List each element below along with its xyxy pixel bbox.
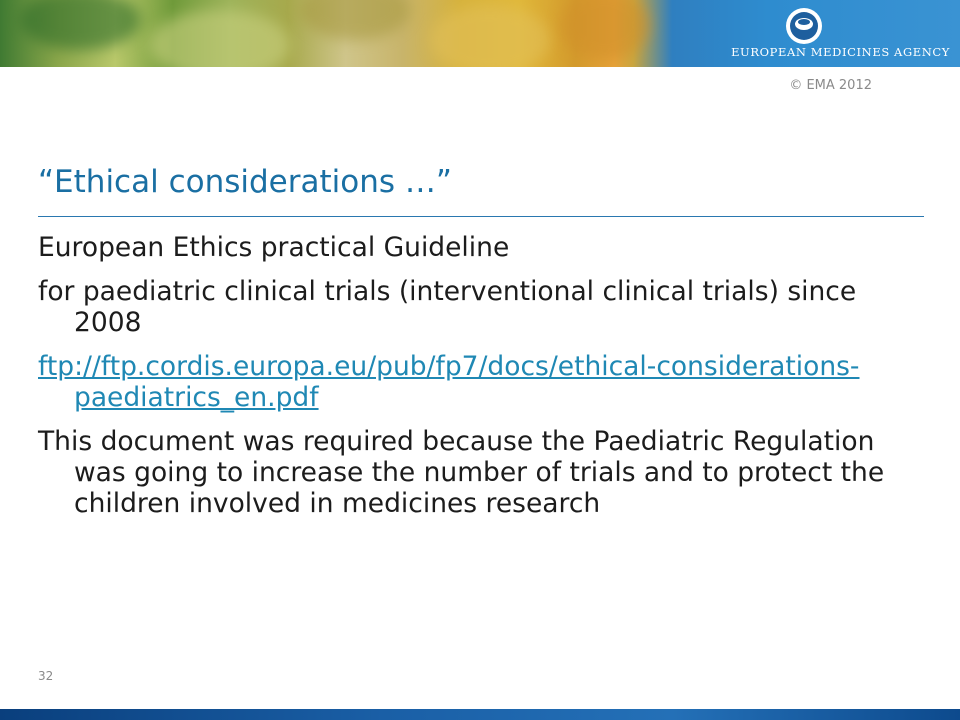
title-divider [38,216,924,217]
paragraph-link [38,351,918,413]
slide-title: “Ethical considerations …” [38,164,452,200]
paragraph-paediatric-trials: for paediatric clinical trials (interventional clinical trials) since 2008 [38,276,857,338]
paragraph-guideline: European Ethics practical Guideline [38,232,510,263]
ema-emblem-icon [784,6,824,46]
agency-name: EUROPEAN MEDICINES AGENCY [731,45,950,59]
slide-body [38,232,918,532]
agency-logo [660,0,950,67]
footer-bar [0,709,960,720]
paragraph-regulation: This document was required because the Paediatric Regulation was going to increase the number of trials and to protect the children involved in medicines research [38,426,885,519]
copyright-notice: © EMA 2012 [789,78,872,93]
header-banner [0,0,960,67]
guideline-link[interactable]: ftp://ftp.cordis.europa.eu/pub/fp7/docs/ethical-considerations-paediatrics_en.pdf [38,351,860,413]
page-number: 32 [38,669,54,683]
